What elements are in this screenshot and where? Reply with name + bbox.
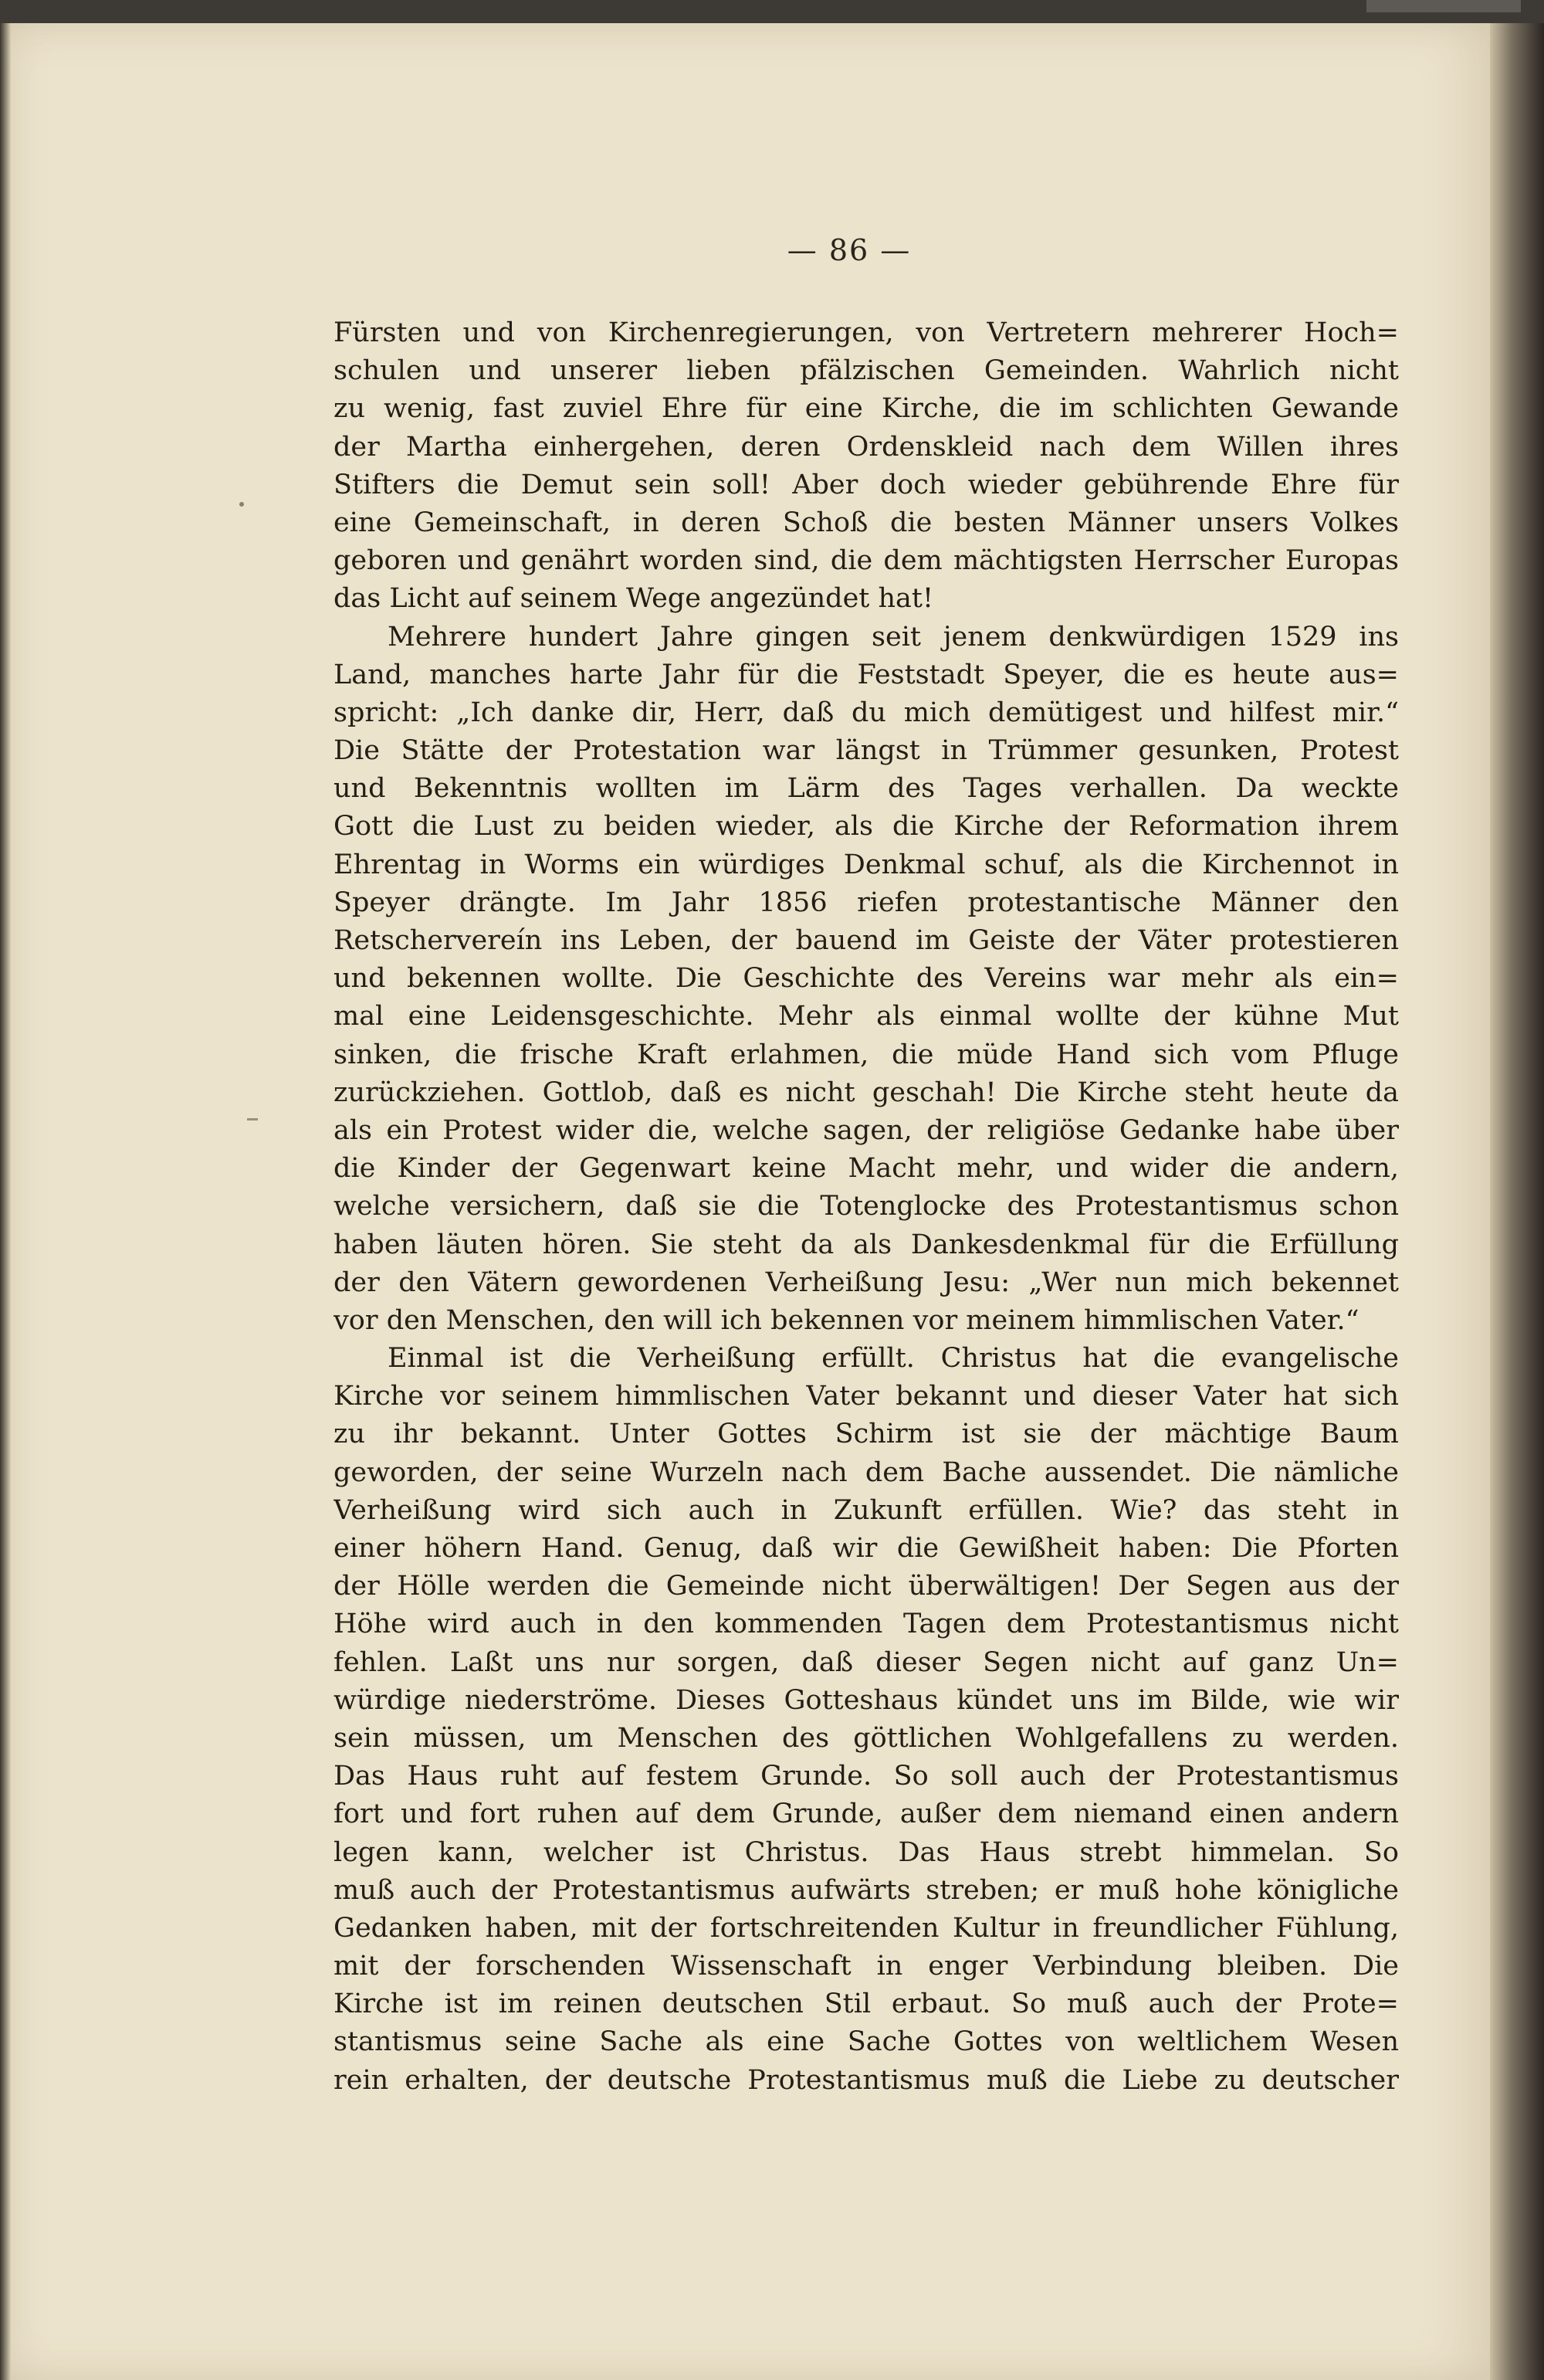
scanner-top-border [0,0,1544,23]
text-line: und Bekenntnis wollten im Lärm des Tages verhallen. Da weckte [334,773,1399,805]
text-line: geboren und genährt worden sind, die dem mächtigsten Herrscher Europas [334,545,1399,577]
text-line: sinken, die frische Kraft erlahmen, die müde Hand sich vom Pfluge [334,1039,1399,1070]
text-line: Gott die Lust zu beiden wieder, als die Kirche der Reformation ihrem [334,811,1399,842]
text-line: Ehrentag in Worms ein würdiges Denkmal schuf, als die Kirchennot in [334,849,1399,880]
text-line: zu ihr bekannt. Unter Gottes Schirm ist sie der mächtige Baum [334,1419,1399,1450]
text-line: schulen und unserer lieben pfälzischen Gemeinden. Wahrlich nicht [334,355,1399,387]
text-line: einer höhern Hand. Genug, daß wir die Gewißheit haben: Die Pforten [334,1533,1399,1564]
text-line: Retschervereín ins Leben, der bauend im Geiste der Väter protestieren [334,925,1399,956]
text-line: haben läuten hören. Sie steht da als Dankesdenkmal für die Erfüllung [334,1229,1399,1260]
text-line: Verheißung wird sich auch in Zukunft erfüllen. Wie? das steht in [334,1494,1399,1526]
text-line: rein erhalten, der deutsche Protestantismus muß die Liebe zu deutscher [334,2064,1399,2096]
text-line: mit der forschenden Wissenschaft in enger Verbindung bleiben. Die [334,1951,1399,1982]
text-line: welche versichern, daß sie die Totenglocke des Protestantismus schon [334,1191,1399,1222]
text-line: der den Vätern gewordenen Verheißung Jesu: „Wer nun mich bekennet [334,1266,1399,1298]
text-line: Die Stätte der Protestation war längst in Trümmer gesunken, Protest [334,735,1399,767]
text-line: Land, manches harte Jahr für die Feststadt Speyer, die es heute aus= [334,659,1399,690]
page-gutter-edge [1490,23,1544,2380]
page-margin-mark [247,1118,258,1120]
text-line: Das Haus ruht auf festem Grunde. So soll auch der Protestantismus [334,1761,1399,1792]
text-line: geworden, der seine Wurzeln nach dem Bache aussendet. Die nämliche [334,1456,1399,1488]
text-line: Höhe wird auch in den kommenden Tagen dem Protestantismus nicht [334,1609,1399,1640]
text-line: Stifters die Demut sein soll! Aber doch wieder gebührende Ehre für [334,469,1399,500]
text-line: stantismus seine Sache als eine Sache Gottes von weltlichem Wesen [334,2026,1399,2058]
text-line: das Licht auf seinem Wege angezündet hat! [334,583,934,615]
body-text [334,314,1399,2100]
text-line: Kirche ist im reinen deutschen Stil erbaut. So muß auch der Prote= [334,1988,1399,2020]
scanner-top-tab [1366,0,1521,12]
text-line: zu wenig, fast zuviel Ehre für eine Kirche, die im schlichten Gewande [334,393,1399,425]
text-line: und bekennen wollte. Die Geschichte des Vereins war mehr als ein= [334,963,1399,995]
text-line: als ein Protest wider die, welche sagen, der religiöse Gedanke habe über [334,1114,1399,1146]
text-line: muß auch der Protestantismus aufwärts streben; er muß hohe königliche [334,1874,1399,1906]
text-line: Gedanken haben, mit der fortschreitenden Kultur in freundlicher Fühlung, [334,1912,1399,1944]
text-line: der Hölle werden die Gemeinde nicht überwältigen! Der Segen aus der [334,1571,1399,1602]
text-line: fehlen. Laßt uns nur sorgen, daß dieser Segen nicht auf ganz Un= [334,1646,1399,1678]
text-line: legen kann, welcher ist Christus. Das Haus strebt himmelan. So [334,1836,1399,1868]
page-left-edge [0,23,11,2380]
text-line: Einmal ist die Verheißung erfüllt. Christus hat die evangelische [388,1343,1399,1375]
text-line: Fürsten und von Kirchenregierungen, von Vertretern mehrerer Hoch= [334,317,1399,348]
text-line: zurückziehen. Gottlob, daß es nicht geschah! Die Kirche steht heute da [334,1076,1399,1108]
text-line: der Martha einhergehen, deren Ordenskleid nach dem Willen ihres [334,431,1399,463]
text-line: sein müssen, um Menschen des göttlichen Wohlgefallens zu werden. [334,1722,1399,1754]
text-line: mal eine Leidensgeschichte. Mehr als einmal wollte der kühne Mut [334,1001,1399,1032]
text-line: Speyer drängte. Im Jahr 1856 riefen protestantische Männer den [334,887,1399,918]
text-line: würdige niederströme. Dieses Gotteshaus kündet uns im Bilde, wie wir [334,1684,1399,1716]
text-line: eine Gemeinschaft, in deren Schoß die besten Männer unsers Volkes [334,507,1399,538]
text-line: die Kinder der Gegenwart keine Macht mehr, und wider die andern, [334,1153,1399,1185]
page-speck [239,502,244,507]
text-line: spricht: „Ich danke dir, Herr, daß du mich demütigest und hilfest mir.“ [334,697,1399,728]
text-line: Kirche vor seinem himmlischen Vater bekannt und dieser Vater hat sich [334,1381,1399,1412]
page-number: — 86 — [787,233,912,267]
text-line: fort und fort ruhen auf dem Grunde, außer dem niemand einen andern [334,1799,1399,1830]
text-line: vor den Menschen, den will ich bekennen vor meinem himmlischen Vater.“ [334,1304,1359,1336]
text-line: Mehrere hundert Jahre gingen seit jenem denkwürdigen 1529 ins [388,621,1399,653]
